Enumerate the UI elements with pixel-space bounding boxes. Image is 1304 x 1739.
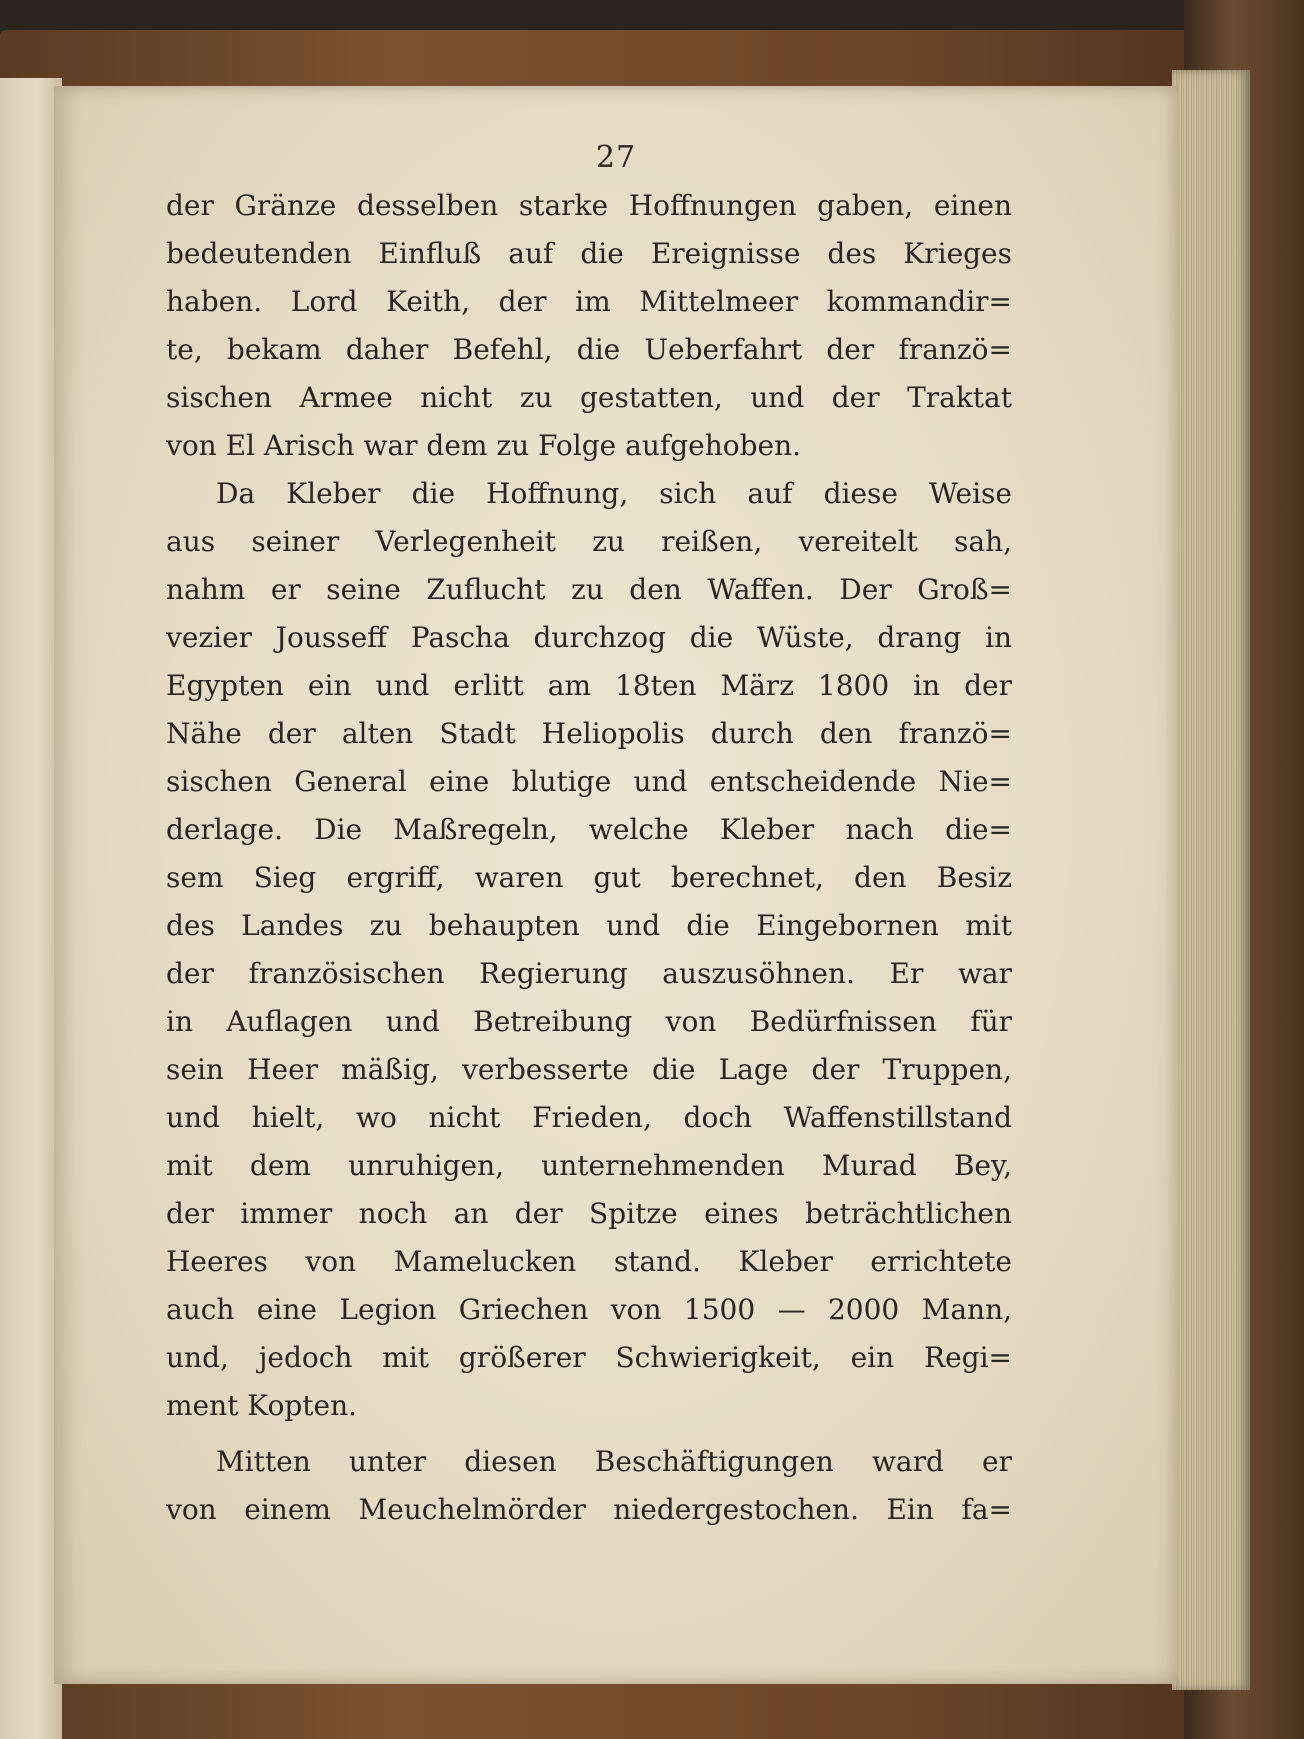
text-line: sem Sieg ergriff, waren gut berechnet, den Besiz [166, 861, 1012, 894]
text-line: Da Kleber die Hoffnung, sich auf diese Weise [216, 477, 1012, 510]
text-line: sischen General eine blutige und entscheidende Nie= [166, 765, 1012, 798]
text-line: vezier Jousseff Pascha durchzog die Wüste, drang in [166, 621, 1012, 654]
text-line: Egypten ein und erlitt am 18ten März 1800 in der [166, 669, 1012, 702]
text-line: der Gränze desselben starke Hoffnungen gaben, einen [166, 189, 1012, 222]
text-line: und hielt, wo nicht Frieden, doch Waffenstillstand [166, 1101, 1012, 1134]
left-page-edge [0, 78, 62, 1739]
text-line: mit dem unruhigen, unternehmenden Murad Bey, [166, 1149, 1012, 1182]
text-line: haben. Lord Keith, der im Mittelmeer kommandir= [166, 285, 1012, 318]
text-line: von einem Meuchelmörder niedergestochen. Ein fa= [166, 1493, 1012, 1526]
text-line: derlage. Die Maßregeln, welche Kleber nach die= [166, 813, 1012, 846]
text-line: auch eine Legion Griechen von 1500 — 2000 Mann, [166, 1293, 1012, 1326]
text-line: nahm er seine Zuflucht zu den Waffen. Der Groß= [166, 573, 1012, 606]
text-line: te, bekam daher Befehl, die Ueberfahrt der franzö= [166, 333, 1012, 366]
text-line: von El Arisch war dem zu Folge aufgehoben. [166, 429, 802, 462]
text-line: und, jedoch mit größerer Schwierigkeit, ein Regi= [166, 1341, 1012, 1374]
text-line: sischen Armee nicht zu gestatten, und der Traktat [166, 381, 1012, 414]
book-page [54, 86, 1178, 1684]
page-number: 27 [595, 140, 637, 175]
text-line: in Auflagen und Betreibung von Bedürfnissen für [166, 1005, 1012, 1038]
page-text [166, 182, 1012, 1534]
page-block-edges [1172, 70, 1250, 1690]
text-line: der immer noch an der Spitze eines beträchtlichen [166, 1197, 1012, 1230]
text-line: Mitten unter diesen Beschäftigungen ward er [216, 1445, 1012, 1478]
text-line: sein Heer mäßig, verbesserte die Lage der Truppen, [166, 1053, 1012, 1086]
text-line: Nähe der alten Stadt Heliopolis durch den franzö= [166, 717, 1012, 750]
text-line: ment Kopten. [166, 1389, 358, 1422]
text-line: Heeres von Mamelucken stand. Kleber errichtete [166, 1245, 1012, 1278]
text-line: der französischen Regierung auszusöhnen. Er war [166, 957, 1012, 990]
text-line: aus seiner Verlegenheit zu reißen, vereitelt sah, [166, 525, 1012, 558]
paragraph-gap [166, 1430, 1012, 1438]
text-line: bedeutenden Einfluß auf die Ereignisse des Krieges [166, 237, 1012, 270]
text-line: des Landes zu behaupten und die Eingebornen mit [166, 909, 1012, 942]
